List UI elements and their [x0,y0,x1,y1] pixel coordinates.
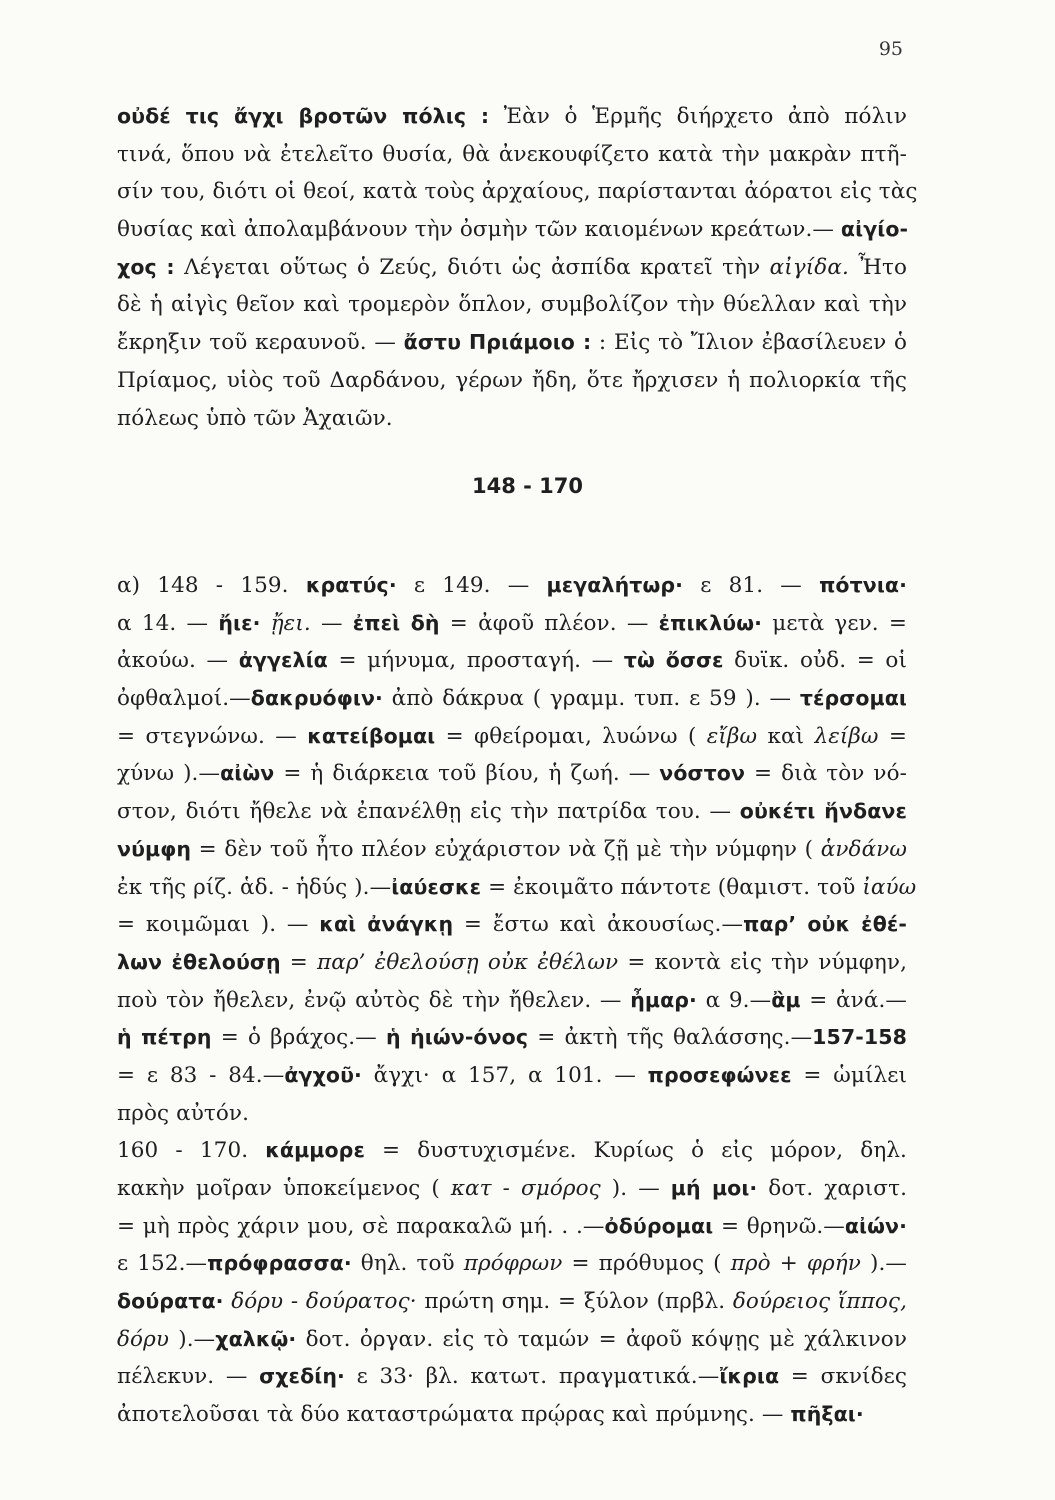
gloss-text: = ἐκοιμᾶτο πάντοτε (θαμιστ. τοῦ [481,874,863,900]
text-line [117,1321,907,1359]
gloss-text: = στεγνώνω. — [117,723,308,749]
gloss-text: ὀφθαλμοί.— [117,686,251,712]
gloss-text: Λέγεται οὕτως ὁ Ζεύς, διότι ὡς ἀσπίδα κρατεῖ τὴν [174,254,770,280]
gloss-text: = θρηνῶ.— [713,1213,845,1239]
headword: ἤιε· [218,610,261,635]
gloss-text: πόλεως ὑπὸ τῶν Ἀχαιῶν. [117,405,393,431]
gloss-text: = ε 83 - 84.— [117,1062,285,1088]
headword: δακρυόφιν· [250,686,383,711]
text-line [117,1358,907,1396]
italic-term: ἁνδάνω [820,836,907,862]
gloss-text: = ἀφοῦ πλέον. — [439,610,659,636]
headword: ἐπεὶ δὴ [352,610,440,635]
text-line [117,211,907,249]
italic-term: πρὸ + φρήν [730,1251,861,1277]
text-line [117,718,907,756]
italic-term: εἴβω [706,723,758,749]
text-line [117,249,907,287]
text-line [117,324,907,362]
gloss-text: — [310,610,353,636]
headword: λων ἐθελούσῃ [117,949,281,974]
headword: ἄστυ Πριάμοιο : [403,330,592,355]
gloss-text: ἀποτελοῦσαι τὰ δύο καταστρώματα πρῴρας καὶ πρύμνης. — [117,1402,791,1428]
gloss-text: = [878,723,907,749]
text-line [117,680,907,718]
italic-term: ᾔει. [270,610,311,636]
text-line [117,1019,907,1057]
commentary-paragraph-2 [117,567,917,1434]
gloss-text: = μήνυμα, προσταγή. — [327,648,624,674]
text-line [117,173,918,211]
gloss-text: ε 149. — [396,573,547,598]
headword: ἡ πέτρη [117,1025,212,1050]
italic-term: ἰαύω [862,874,917,900]
gloss-text: ποὺ τὸν ἤθελεν, ἐνῷ αὐτὸς δὲ τὴν ἤθελεν. — [117,987,631,1013]
gloss-text: ἀκούω. — [117,648,239,674]
gloss-text: α 9.— [696,987,772,1013]
italic-term: λείβω [814,723,879,749]
headword: δούρατα· [117,1289,224,1314]
text-line [117,755,907,793]
text-line [117,136,907,174]
gloss-text: 160 - 170. [117,1138,266,1164]
headword: αἰών· [844,1213,907,1238]
text-line [117,1057,907,1095]
headword: πότνια· [819,573,907,597]
gloss-text: α 14. — [117,610,219,636]
headword: ἀγγελία [238,648,328,673]
headword: ἂμ [771,987,801,1012]
gloss-text: τινά, ὅπου νὰ ἐτελεῖτο θυσία, θὰ ἀνεκουφίζετο κατὰ τὴν μακρὰν πτῆ- [117,141,907,167]
headword: ἐπικλύω· [658,610,763,635]
gloss-text: = κοντὰ εἰς τὴν νύμφην, [618,949,908,975]
text-line [117,400,907,438]
text-line [117,605,907,643]
text-line [117,831,907,869]
gloss-text: ).— [169,1326,216,1352]
italic-term: δόρυ - δούρατος· [231,1289,417,1315]
headword: οὐδέ τις ἄγχι βροτῶν πόλις : [117,104,490,128]
italic-term: δόρυ [117,1326,169,1352]
text-line [117,286,907,324]
gloss-text: = ὁ βράχος.— [211,1025,386,1051]
gloss-text: δοτ. χαριστ. [757,1176,908,1201]
gloss-text: καὶ [757,723,815,749]
gloss-text: α) 148 - 159. [117,573,306,598]
headword: σχεδίη· [259,1364,345,1389]
gloss-text: = ἀνά.— [800,987,907,1013]
gloss-text: κακὴν μοῖραν ὑποκείμενος ( [117,1176,451,1201]
gloss-text: σίν του, διότι οἱ θεοί, κατὰ τοὺς ἀρχαίους, παρίστανται ἀόρατοι εἰς τὰς [117,179,918,205]
text-line [117,982,907,1020]
headword: αἰγίο- [840,217,909,242]
gloss-text: = δυστυχισμένε. Κυρίως ὁ εἰς μόρον, δηλ. [364,1138,907,1164]
gloss-text: ἄγχι· α 157, α 101. — [361,1062,648,1088]
headword: χαλκῷ· [215,1326,297,1351]
text-line [117,1396,907,1434]
text-line [117,906,907,944]
italic-term: παρ’ ἐθελούσῃ οὐκ ἐθέλων [317,949,619,975]
gloss-text: ε 152.— [117,1251,208,1277]
gloss-text: = ἔστω καὶ ἀκουσίως.— [453,912,744,938]
text-line [117,1283,907,1321]
gloss-text: = ἡ διάρκεια τοῦ βίου, ἡ ζωή. — [274,761,660,787]
text-line [117,1095,907,1133]
text-line [117,1132,907,1170]
gloss-text: = φθείρομαι, λυώνω ( [435,723,707,749]
headword: ὀδύρομαι [604,1213,714,1238]
gloss-text: θυσίας καὶ ἀπολαμβάνουν τὴν ὀσμὴν τῶν καιομένων κρεάτων.— [117,217,841,243]
gloss-text: = πρόθυμος ( [562,1251,731,1277]
headword: χος : [117,254,175,279]
text-line [117,1170,907,1208]
headword: προσεφώνεε [647,1062,792,1087]
headword: πῆξαι· [790,1402,864,1427]
gloss-text: = [280,949,318,975]
text-line [117,98,907,136]
headword: νόστον [659,761,746,786]
italic-term: πρόφρων [463,1251,563,1277]
gloss-text: στον, διότι ἤθελε νὰ ἐπανέλθῃ εἰς τὴν πατρίδα του. — [117,799,740,825]
gloss-text: ἐκ τῆς ρίζ. ἁδ. - ἡδύς ).— [117,874,392,900]
italic-term: δούρειος ἵππος, [732,1289,908,1315]
gloss-text: = ὡμίλει [791,1062,907,1088]
headword: 157-158 [812,1025,907,1050]
headword: τὼ ὄσσε [623,648,724,673]
headword: πρόφρασσα· [207,1251,352,1276]
gloss-text: μετὰ γεν. = [762,610,907,636]
gloss-text: Ἐὰν ὁ Ἑρμῆς διήρχετο ἀπὸ πόλιν [489,104,908,129]
gloss-text: ). — [600,1176,671,1201]
headword: κρατύς· [305,573,397,597]
gloss-text: ε 33· βλ. κατωτ. πραγματικά.— [344,1364,720,1390]
section-heading: 148 - 170 [471,474,583,498]
gloss-text: = κοιμῶμαι ). — [117,912,320,938]
text-line [117,567,907,605]
gloss-text: δυϊκ. οὐδ. = οἱ [723,648,907,674]
gloss-text: = ἀκτὴ τῆς θαλάσσης.— [528,1025,813,1051]
gloss-text: δοτ. ὀργαν. εἰς τὸ ταμών = ἀφοῦ κόψῃς μὲ χάλκινον [296,1326,907,1352]
text-line [117,869,917,907]
gloss-text: ).— [860,1251,907,1277]
headword: τέρσομαι [799,686,907,711]
headword: ἀγχοῦ· [284,1062,362,1087]
gloss-text: = δὲν τοῦ ἦτο πλέον εὐχάριστον νὰ ζῇ μὲ τὴν νύμφην ( [191,836,821,862]
headword: ἰαύεσκε [391,874,482,899]
headword: παρ’ οὐκ ἐθέ- [743,912,907,937]
text-line [117,1208,907,1246]
headword: καὶ ἀνάγκῃ [319,912,454,937]
gloss-text: ἔκρηξιν τοῦ κεραυνοῦ. — [117,330,404,356]
headword: ἦμαρ· [630,987,697,1012]
headword: ἡ ἠιών-όνος [385,1025,529,1050]
gloss-text: θηλ. τοῦ [351,1251,464,1277]
headword: νύμφη [117,836,192,861]
gloss-text: = διὰ τὸν νό- [745,761,907,787]
italic-term: κατ - σμόρος [450,1176,601,1201]
headword: αἰὼν [220,761,275,786]
headword: ἴκρια [719,1364,780,1389]
gloss-text: : Εἰς τὸ Ἴλιον ἐβασίλευεν ὁ [591,330,907,356]
headword: μή μοι· [670,1176,758,1200]
headword: μεγαλήτωρ· [546,573,684,597]
gloss-text: = μὴ πρὸς χάριν μου, σὲ παρακαλῶ μή. . .— [117,1213,605,1239]
gloss-text: ε 81. — [683,573,820,598]
gloss-text: δὲ ἡ αἰγὶς θεῖον καὶ τρομερὸν ὅπλον, συμβολίζον τὴν θύελλαν καὶ τὴν [117,292,907,318]
gloss-text: πρὸς αὐτόν. [117,1100,250,1126]
text-line [117,1245,907,1283]
text-line [117,793,907,831]
text-line [117,944,907,982]
gloss-text: Ἦτο [848,254,907,280]
page-number: 95 [878,38,903,60]
text-line [117,362,907,400]
italic-term: αἰγίδα. [769,254,849,280]
headword: κάμμορε [265,1138,365,1163]
headword: οὐκέτι ἥνδανε [739,799,907,824]
gloss-text: πρώτη σημ. = ξύλον (πρβλ. [416,1289,733,1315]
gloss-text: Πρίαμος, υἱὸς τοῦ Δαρδάνου, γέρων ἤδη, ὅτε ἤρχισεν ἡ πολιορκία τῆς [117,367,907,393]
gloss-text: χύνω ).— [117,761,221,787]
gloss-text [261,611,271,636]
gloss-text: πέλεκυν. — [117,1364,260,1390]
headword: κατείβομαι [307,723,436,748]
gloss-text: = σκνίδες [779,1364,908,1390]
text-line [117,642,907,680]
commentary-paragraph-1 [117,98,918,437]
gloss-text: ἀπὸ δάκρυα ( γραμμ. τυπ. ε 59 ). — [382,686,800,712]
